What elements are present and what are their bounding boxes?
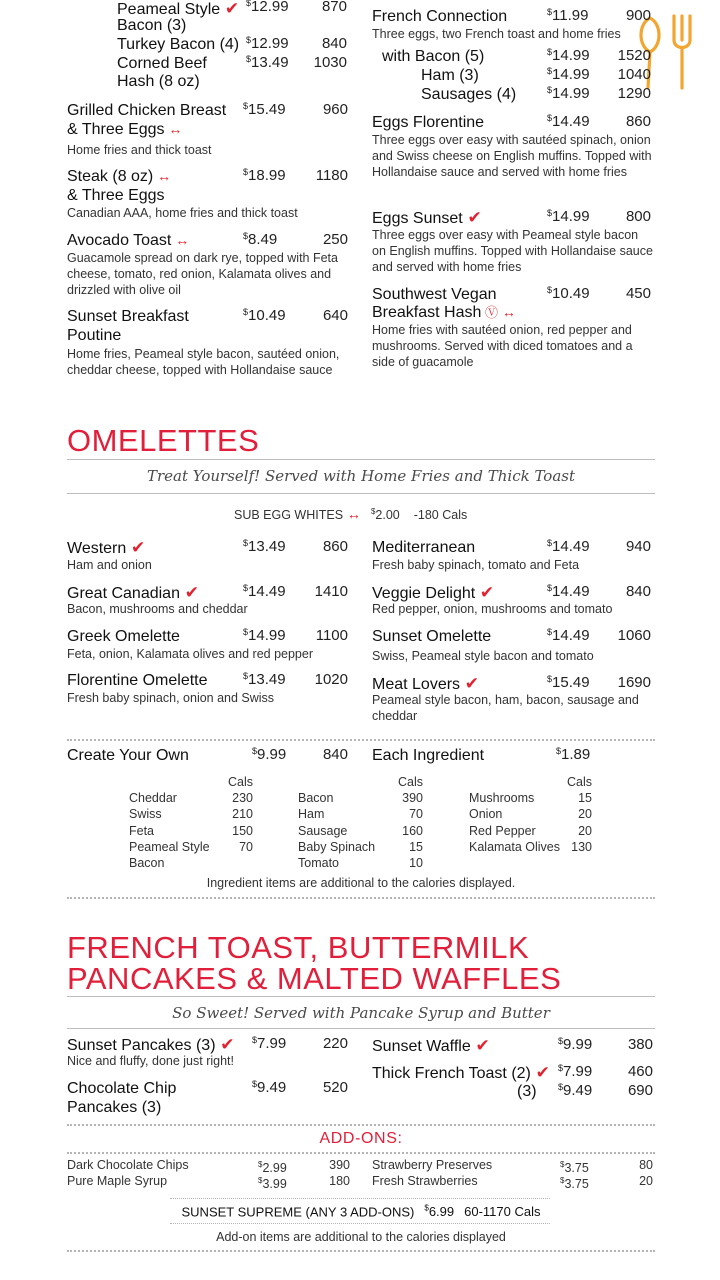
dollar-sign: $: [547, 47, 553, 57]
price-value: 3.75: [564, 1177, 589, 1192]
addon-price: [560, 1173, 589, 1192]
menu-item-name: [372, 583, 494, 603]
supreme-cals: 60-1170 Cals: [464, 1204, 541, 1220]
dollar-sign: $: [252, 1035, 258, 1045]
ingredient-name: Swiss: [129, 807, 162, 822]
dollar-sign: $: [258, 1176, 263, 1185]
item-price: [243, 231, 277, 248]
ingredient-calories: 70: [409, 807, 423, 822]
checkmark-icon: ✔: [460, 674, 480, 693]
item-name-line: Breakfast Hash: [372, 304, 482, 321]
price-value: 13.49: [248, 538, 286, 555]
item-price: [243, 583, 286, 600]
price-value: 12.99: [251, 0, 289, 15]
divider: [67, 996, 655, 997]
checkmark-icon: ✔: [126, 538, 146, 557]
menu-item-name: Corned Beef: [117, 55, 207, 72]
ingredient-name: Cheddar: [129, 791, 177, 805]
item-price: [246, 0, 289, 15]
dollar-sign: $: [556, 746, 562, 756]
item-price: [252, 1035, 286, 1052]
item-description: Bacon, mushrooms and cheddar: [67, 602, 248, 616]
price-value: 14.99: [552, 47, 590, 64]
addon-price: [258, 1173, 287, 1192]
item-name-line: Sunset Waffle: [372, 1038, 471, 1055]
dotted-divider: [67, 739, 655, 741]
ingredient-calories: 210: [232, 807, 253, 822]
ingredient-name: Peameal Style: [129, 839, 210, 854]
share-icon: ↔: [343, 506, 361, 522]
price-value: 10.49: [248, 307, 286, 324]
menu-item-name: [67, 1035, 235, 1055]
dollar-sign: $: [547, 113, 553, 123]
addon-name: Fresh Strawberries: [372, 1174, 478, 1188]
dotted-divider: [67, 1250, 655, 1252]
item-name-line: & Three Eggs: [67, 121, 165, 138]
dollar-sign: $: [243, 583, 249, 593]
item-description: Guacamole spread on dark rye, topped with Feta cheese, tomato, red onion, Kalamata olives and drizzled with olive oil: [67, 251, 338, 297]
dollar-sign: $: [547, 7, 553, 17]
addon-calories: 20: [639, 1174, 653, 1188]
item-calories: 690: [627, 1082, 653, 1099]
dollar-sign: $: [547, 538, 553, 548]
item-name-line: Grilled Chicken Breast: [67, 102, 227, 119]
ingredient-calories: 10: [409, 856, 423, 871]
price-value: 2.00: [375, 508, 400, 522]
item-description: Home fries with sautéed onion, red pepper and mushrooms. Served with diced tomatoes and a side of guacamole: [372, 323, 633, 369]
ingredient-name: Tomato: [298, 856, 339, 871]
item-calories: 960: [322, 101, 348, 118]
dollar-sign: $: [243, 671, 249, 681]
item-price: [556, 746, 590, 763]
menu-item-name: with Bacon (5): [382, 48, 485, 65]
price-value: 9.49: [563, 1082, 593, 1099]
menu-item-name: [372, 674, 479, 694]
ingredient-name: Bacon: [129, 856, 165, 871]
item-calories: 1020: [314, 671, 348, 688]
ingredient-calories: 150: [232, 823, 253, 838]
item-description: Feta, onion, Kalamata olives and red pepper: [67, 647, 313, 661]
ingredient-name: Onion: [469, 807, 503, 822]
dollar-sign: $: [243, 231, 249, 241]
price-value: 9.49: [257, 1079, 287, 1096]
item-name-line: Great Canadian: [67, 585, 180, 602]
item-calories: 860: [625, 113, 651, 130]
price-value: 1.89: [561, 746, 591, 763]
price-value: 14.99: [552, 208, 590, 225]
item-price: [246, 35, 289, 52]
ingredient-calories: 70: [239, 839, 253, 854]
item-calories: 840: [321, 35, 347, 52]
item-name-line: Meat Lovers: [372, 676, 461, 693]
item-description: Red pepper, onion, mushrooms and tomato: [372, 602, 613, 616]
menu-item-name: [372, 208, 482, 228]
price-value: 15.49: [552, 674, 590, 691]
item-name-line: Eggs Sunset: [372, 210, 463, 227]
item-description: Home fries, Peameal style bacon, sautéed onion, cheddar cheese, topped with Hollandaise sauce: [67, 347, 340, 377]
share-icon: ↔: [153, 168, 172, 184]
item-description: Three eggs over easy with Peameal style bacon on English muffins. Topped with Hollandaise sauce and served with home fries: [372, 228, 653, 274]
sub-egg-price: [371, 508, 400, 522]
sub-egg-whites: [234, 506, 467, 522]
item-price: [252, 1079, 286, 1096]
checkmark-icon: ✔: [179, 583, 199, 602]
menu-item-name: Southwest Vegan: [372, 286, 497, 303]
cals-header: Cals: [566, 775, 592, 789]
item-calories: 380: [627, 1036, 653, 1053]
dollar-sign: $: [246, 35, 252, 45]
item-price: [547, 208, 590, 225]
price-value: 14.99: [248, 627, 286, 644]
dollar-sign: $: [370, 506, 376, 516]
price-value: 9.99: [563, 1036, 593, 1053]
dollar-sign: $: [547, 66, 553, 76]
item-price: [252, 746, 286, 763]
addon-name: Pure Maple Syrup: [67, 1174, 168, 1188]
dollar-sign: $: [558, 1036, 564, 1046]
menu-item-name: Eggs Florentine: [372, 114, 485, 131]
price-value: 6.99: [428, 1204, 455, 1220]
item-calories: 840: [322, 746, 348, 763]
item-name-line: Thick French Toast (2): [372, 1065, 531, 1082]
ingredient-name: Mushrooms: [469, 791, 535, 805]
sub-egg-label: SUB EGG WHITES: [234, 508, 344, 522]
supreme-price: [424, 1204, 454, 1219]
price-value: 14.99: [552, 85, 590, 102]
item-price: [547, 66, 590, 83]
menu-item-name: [67, 627, 180, 646]
dotted-divider: [67, 1124, 655, 1126]
menu-item-name: French Connection: [372, 8, 508, 25]
ingredient-calories: 20: [578, 823, 592, 838]
dollar-sign: $: [560, 1160, 565, 1169]
dollar-sign: $: [547, 285, 553, 295]
checkmark-icon: ✔: [462, 208, 482, 227]
item-price: [547, 285, 590, 302]
dollar-sign: $: [558, 1082, 564, 1092]
item-price: [243, 101, 286, 118]
menu-item-name: [67, 231, 189, 250]
item-calories: 1690: [617, 674, 651, 691]
item-calories: 1060: [617, 627, 651, 644]
item-price: [243, 538, 286, 555]
addon-calories: 390: [329, 1158, 350, 1172]
item-description: Three eggs over easy with sautéed spinach, onion and Swiss cheese on English muffins. Topped with Hollandaise sauce and served with home fries: [372, 133, 652, 179]
item-price: [547, 85, 590, 102]
ingredient-calories: 230: [232, 791, 253, 805]
price-value: 3.75: [564, 1161, 589, 1176]
addon-name: Strawberry Preserves: [372, 1158, 493, 1172]
item-name-line: Veggie Delight: [372, 585, 476, 602]
dollar-sign: $: [547, 627, 553, 637]
item-name-line: Mediterranean: [372, 539, 476, 556]
price-value: 12.99: [251, 35, 289, 52]
dollar-sign: $: [243, 167, 249, 177]
dollar-sign: $: [252, 746, 258, 756]
item-calories: 800: [625, 208, 651, 225]
ingredient-note: Ingredient items are additional to the calories displayed.: [206, 876, 516, 890]
menu-item-name: Pancakes (3): [67, 1099, 162, 1116]
dotted-divider: [170, 1223, 550, 1224]
price-value: 18.99: [248, 167, 286, 184]
item-price: [547, 627, 590, 644]
menu-item-name: [67, 326, 121, 345]
supreme-label: SUNSET SUPREME (ANY 3 ADD-ONS): [181, 1204, 415, 1220]
ingredient-name: Red Pepper: [469, 823, 536, 838]
dollar-sign: $: [258, 1160, 263, 1169]
item-description: Swiss, Peameal style bacon and tomato: [372, 649, 594, 663]
price-value: 10.49: [552, 285, 590, 302]
item-calories: 840: [625, 583, 651, 600]
section-title: PANCAKES & MALTED WAFFLES: [67, 961, 562, 996]
item-price: [547, 538, 590, 555]
share-icon: ↔: [164, 121, 183, 137]
vegan-icon: Ⓥ: [481, 305, 499, 320]
item-calories: 1410: [314, 583, 348, 600]
ingredient-name: Bacon: [298, 791, 334, 805]
price-value: 13.49: [248, 671, 286, 688]
ingredient-name: Feta: [129, 823, 155, 838]
menu-item-name: Create Your Own: [67, 747, 189, 764]
section-tagline: Treat Yourself! Served with Home Fries and Thick Toast: [146, 467, 576, 485]
price-value: 9.99: [257, 746, 287, 763]
addons-title: ADD-ONS:: [319, 1130, 403, 1147]
item-price: [547, 113, 590, 130]
dollar-sign: $: [243, 307, 249, 317]
price-value: 14.49: [552, 113, 590, 130]
ingredient-name: Kalamata Olives: [469, 839, 561, 854]
item-description: Ham and onion: [67, 558, 152, 572]
item-name-line: & Three Eggs: [67, 187, 165, 204]
item-name-line: Greek Omelette: [67, 628, 180, 645]
item-price: [558, 1082, 592, 1099]
item-calories: 1180: [315, 167, 348, 184]
menu-item-name: [67, 583, 199, 603]
price-value: 15.49: [248, 101, 286, 118]
ingredient-calories: 15: [409, 839, 423, 854]
dollar-sign: $: [252, 1079, 258, 1089]
cals-header: Cals: [227, 775, 253, 789]
ingredient-calories: 20: [578, 807, 592, 822]
item-price: [243, 627, 286, 644]
dollar-sign: $: [243, 538, 249, 548]
ingredient-calories: 390: [402, 791, 423, 805]
checkmark-icon: ✔: [475, 583, 495, 602]
menu-item-name: Hash (8 oz): [117, 73, 200, 90]
price-value: 14.49: [552, 627, 590, 644]
ingredient-name: Baby Spinach: [298, 839, 376, 854]
menu-item-name: [372, 627, 491, 646]
dollar-sign: $: [243, 627, 249, 637]
share-icon: ↔: [171, 232, 190, 248]
price-value: 11.99: [552, 7, 589, 24]
menu-item-name: [67, 167, 171, 186]
item-name-line: Peameal Style: [117, 1, 221, 18]
item-calories: 460: [627, 1063, 653, 1080]
item-price: [558, 1036, 592, 1053]
item-price: [547, 47, 590, 64]
item-calories: 1100: [315, 627, 348, 644]
item-price: [547, 674, 590, 691]
menu-item-name: [67, 307, 189, 326]
item-description: Peameal style bacon, ham, bacon, sausage and cheddar: [372, 693, 639, 723]
dollar-sign: $: [547, 583, 553, 593]
addon-calories: 80: [639, 1158, 653, 1172]
price-value: 7.99: [563, 1063, 593, 1080]
dollar-sign: $: [560, 1176, 565, 1185]
item-calories: 520: [322, 1079, 348, 1096]
menu-item-name: [67, 671, 208, 690]
item-price: [246, 54, 289, 71]
item-calories: 1290: [617, 85, 651, 102]
share-icon: ↔: [498, 304, 516, 320]
menu-item-name: [372, 303, 516, 322]
dotted-divider: [67, 1152, 655, 1154]
menu-item-name: [67, 120, 182, 139]
ingredient-calories: 130: [571, 839, 592, 854]
divider: [67, 1028, 655, 1029]
menu-item-name: [67, 538, 145, 558]
item-price: [243, 307, 286, 324]
dollar-sign: $: [547, 85, 553, 95]
checkmark-icon: ✔: [470, 1036, 490, 1055]
checkmark-icon: ✔: [530, 1063, 550, 1082]
item-price: [243, 167, 286, 184]
menu-item-name: Ham (3): [421, 67, 479, 84]
menu-item-name: [372, 538, 475, 557]
checkmark-icon: ✔: [215, 1035, 235, 1054]
menu-item-name: [372, 1036, 490, 1056]
dollar-sign: $: [246, 54, 252, 64]
item-description: Home fries and thick toast: [67, 143, 212, 157]
dollar-sign: $: [558, 1063, 564, 1073]
menu-item-name: Each Ingredient: [372, 747, 485, 764]
menu-item-name: Turkey Bacon (4): [117, 36, 240, 53]
item-name-line: Poutine: [67, 327, 122, 344]
dollar-sign: $: [424, 1204, 429, 1213]
item-calories: 900: [625, 7, 651, 24]
item-calories: 940: [625, 538, 651, 555]
sub-egg-cals: -180 Cals: [413, 508, 468, 522]
ingredient-name: Ham: [298, 807, 325, 822]
menu-item-name: Sausages (4): [421, 86, 517, 103]
sunset-supreme: [67, 1204, 655, 1219]
dollar-sign: $: [246, 0, 252, 8]
dotted-divider: [170, 1198, 550, 1199]
price-value: 8.49: [248, 231, 278, 248]
item-description: Canadian AAA, home fries and thick toast: [67, 206, 298, 220]
item-calories: 860: [322, 538, 348, 555]
price-value: 14.49: [552, 583, 590, 600]
item-name-line: Steak (8 oz): [67, 168, 154, 185]
item-calories: 870: [321, 0, 347, 15]
addon-calories: 180: [329, 1174, 350, 1188]
price-value: 14.99: [552, 66, 590, 83]
dollar-sign: $: [243, 101, 249, 111]
item-description: Fresh baby spinach, onion and Swiss: [67, 691, 275, 705]
price-value: 2.99: [262, 1161, 287, 1176]
item-description: Three eggs, two French toast and home fries: [372, 27, 621, 41]
item-calories: 1040: [617, 66, 651, 83]
item-price: [547, 7, 588, 24]
dollar-sign: $: [547, 208, 553, 218]
item-price: [558, 1063, 592, 1080]
item-name-line: Sunset Breakfast: [67, 308, 189, 325]
menu-item-name: [67, 186, 165, 205]
addon-name: Dark Chocolate Chips: [67, 1158, 189, 1172]
item-calories: 220: [322, 1035, 348, 1052]
item-calories: 250: [322, 231, 348, 248]
section-title: FRENCH TOAST, BUTTERMILK: [67, 930, 530, 965]
item-name-line: Sunset Pancakes (3): [67, 1037, 216, 1054]
price-value: 14.49: [248, 583, 286, 600]
menu-item-name: (3): [517, 1083, 537, 1100]
addon-note: Add-on items are additional to the calories displayed: [216, 1230, 506, 1244]
item-name-line: Avocado Toast: [67, 232, 172, 249]
item-calories: 450: [625, 285, 651, 302]
divider: [67, 459, 655, 460]
price-value: 3.99: [262, 1177, 287, 1192]
cals-header: Cals: [397, 775, 423, 789]
menu-item-name: Bacon (3): [117, 17, 187, 34]
divider: [67, 493, 655, 494]
section-title: OMELETTES: [67, 423, 260, 458]
item-description: Nice and fluffy, done just right!: [67, 1054, 234, 1068]
menu-item-name: Chocolate Chip: [67, 1080, 177, 1097]
dollar-sign: $: [547, 674, 553, 684]
item-calories: 1520: [617, 47, 651, 64]
ingredient-name: Sausage: [298, 823, 348, 838]
item-calories: 1030: [313, 54, 347, 71]
menu-item-name: [67, 101, 226, 120]
price-value: 7.99: [257, 1035, 287, 1052]
menu-item-name: [372, 1063, 550, 1083]
ingredient-calories: 15: [578, 791, 592, 805]
item-description: Fresh baby spinach, tomato and Feta: [372, 558, 580, 572]
checkmark-icon: ✔: [220, 0, 240, 18]
section-tagline: So Sweet! Served with Pancake Syrup and Butter: [172, 1004, 550, 1022]
item-price: [547, 583, 590, 600]
price-value: 13.49: [251, 54, 289, 71]
item-name-line: Florentine Omelette: [67, 672, 208, 689]
dotted-divider: [67, 897, 655, 899]
item-name-line: Sunset Omelette: [372, 628, 492, 645]
item-calories: 640: [322, 307, 348, 324]
ingredient-calories: 160: [402, 823, 423, 838]
item-price: [243, 671, 286, 688]
price-value: 14.49: [552, 538, 590, 555]
item-name-line: Western: [67, 540, 127, 557]
